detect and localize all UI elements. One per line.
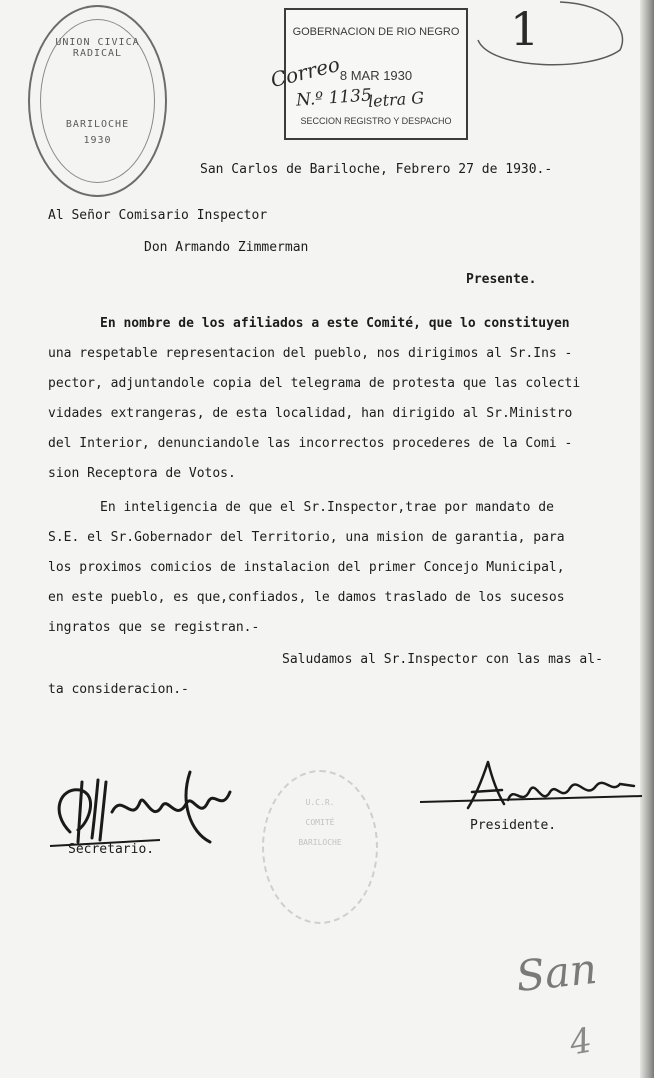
president-signature bbox=[420, 750, 650, 820]
paragraph-2-line: En inteligencia de que el Sr.Inspector,trae por mandato de bbox=[100, 500, 554, 515]
party-seal-line-1: BARILOCHE bbox=[65, 119, 130, 130]
reception-stamp-footer: SECCION REGISTRO Y DESPACHO bbox=[300, 116, 452, 126]
faint-seal-stamp bbox=[262, 770, 378, 924]
salutation-presente: Presente. bbox=[466, 272, 537, 287]
addressee-line-1: Al Señor Comisario Inspector bbox=[48, 208, 268, 223]
page-edge-shadow bbox=[640, 0, 654, 1078]
secretary-signature bbox=[40, 762, 240, 852]
faint-seal-line: COMITÉ bbox=[305, 818, 335, 827]
folio-number: 1 bbox=[510, 2, 540, 56]
secretary-label: Secretario. bbox=[68, 842, 155, 857]
addressee-line-2: Don Armando Zimmerman bbox=[144, 240, 309, 255]
folio-circle-mark bbox=[470, 0, 630, 70]
faint-seal-line: BARILOCHE bbox=[298, 838, 342, 847]
paragraph-1-line: una respetable representacion del pueblo, nos dirigimos al Sr.Ins - bbox=[48, 346, 573, 361]
paragraph-2-line: en este pueblo, es que,confiados, le damos traslado de los sucesos bbox=[48, 590, 565, 605]
closing-line-1: Saludamos al Sr.Inspector con las mas al- bbox=[282, 652, 603, 667]
paragraph-1-line: sion Receptora de Votos. bbox=[48, 466, 236, 481]
margin-handwritten-number: 4 bbox=[566, 1020, 595, 1064]
paragraph-2-line: ingratos que se registran.- bbox=[48, 620, 260, 635]
letter-dateline: San Carlos de Bariloche, Febrero 27 de 1930.- bbox=[200, 162, 553, 177]
reception-handwritten-letter: letra G bbox=[367, 88, 425, 111]
paragraph-2-line: los proximos comicios de instalacion del primer Concejo Municipal, bbox=[48, 560, 565, 575]
faint-seal-line: U.C.R. bbox=[305, 798, 335, 807]
paragraph-1-line: vidades extrangeras, de esta localidad, han dirigido al Sr.Ministro bbox=[48, 406, 573, 421]
party-seal-ring-text: UNION CIVICA RADICAL bbox=[55, 37, 140, 59]
reception-stamp-title: GOBERNACION DE RIO NEGRO bbox=[292, 26, 460, 38]
party-seal-line-2: 1930 bbox=[83, 135, 112, 146]
reception-stamp-date: 8 MAR 1930 bbox=[339, 68, 413, 83]
paragraph-1-line: del Interior, denunciandole las incorrectos procederes de la Comi - bbox=[48, 436, 573, 451]
paragraph-1-line: En nombre de los afiliados a este Comité, que lo constituyen bbox=[100, 316, 570, 331]
party-seal-stamp bbox=[28, 5, 167, 197]
closing-line-2: ta consideracion.- bbox=[48, 682, 189, 697]
margin-handwritten-note: San bbox=[513, 943, 600, 1002]
paragraph-2-line: S.E. el Sr.Gobernador del Territorio, una mision de garantia, para bbox=[48, 530, 565, 545]
reception-handwritten-number: N.º 1135 bbox=[295, 85, 373, 111]
president-label: Presidente. bbox=[470, 818, 557, 833]
reception-handwritten-word: Correo bbox=[268, 51, 343, 93]
paragraph-1-line: pector, adjuntandole copia del telegrama de protesta que las colecti bbox=[48, 376, 581, 391]
